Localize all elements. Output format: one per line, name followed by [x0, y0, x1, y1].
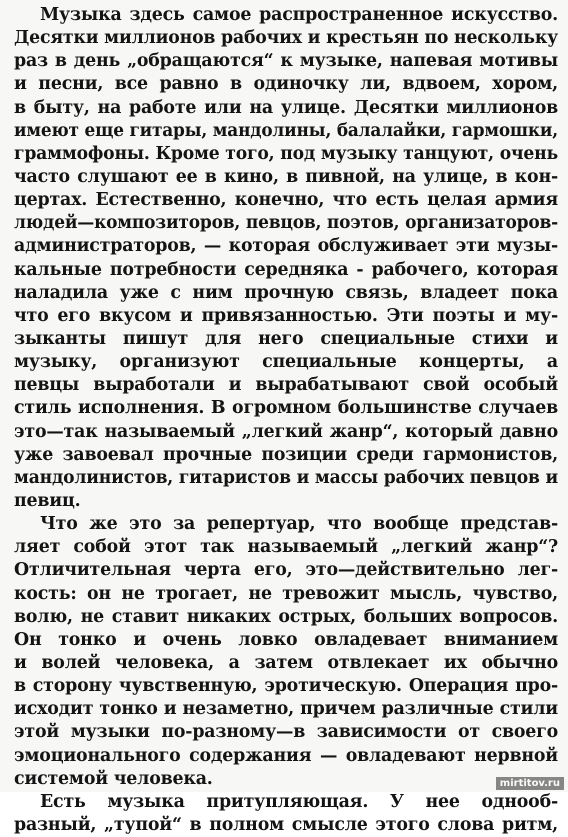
text-line: разный, „тупой“ в полном смысле этого слова ритм,: [14, 814, 558, 835]
text-line: людей—композиторов, певцов, поэтов, организаторов-: [14, 213, 559, 234]
text-line: цертах. Естественно, конечно, что есть целая армия: [14, 190, 558, 211]
text-line: имеют еще гитары, мандолины, балалайки, гармошки,: [14, 120, 558, 141]
text-line: кальные потребности середняка - рабочего, которая: [14, 259, 558, 280]
text-line: исходит тонко и незаметно, причем различные стили: [14, 699, 558, 720]
text-line: раз в день „обращаются“ к музыке, напевая мотивы: [14, 51, 558, 72]
text-line: ляет собой этот так называемый „легкий жанр“?: [14, 537, 558, 558]
text-line: Десятки миллионов рабочих и крестьян по нескольку: [14, 28, 559, 49]
text-line: зыканты пишут для него специальные стихи и: [14, 328, 558, 349]
text-line: граммофоны. Кроме того, под музыку танцуют, очень: [14, 143, 558, 164]
text-line: администраторов, — которая обслуживает эти музы-: [14, 236, 558, 257]
text-line: уже завоевал прочные позиции среди гармонистов,: [14, 444, 558, 465]
text-line: Музыка здесь самое распространенное искусство.: [40, 5, 558, 25]
text-line: Он тонко и очень ловко овладевает вниманием: [14, 629, 558, 650]
text-line: в сторону чувственную, эротическую. Операция про-: [14, 676, 558, 697]
text-line: что его вкусом и привязанностью. Эти поэты и му-: [14, 305, 558, 326]
text-line: волю, не ставит никаких острых, больших вопросов.: [14, 606, 558, 627]
text-line: Что же это за репертуар, что вообще представ-: [40, 514, 558, 535]
text-line: музыку, организуют специальные концерты, а: [14, 352, 558, 373]
text-line: и волей человека, а затем отвлекает их обычно: [14, 652, 558, 673]
text-line: эмоционального содержания — овладевают нервной: [14, 745, 558, 766]
text-line: Отличительная черта его, это—действительно лег-: [14, 560, 558, 581]
text-line: и песни, все равно в одиночку ли, вдвоем, хором,: [14, 74, 558, 95]
text-line: системой человека.: [14, 768, 213, 789]
text-line: часто слушают ее в кино, в пивной, на улице, в кон-: [14, 166, 558, 187]
text-line: певцы выработали и вырабатывают свой особый: [14, 375, 558, 396]
text-line: кость: он не трогает, не тревожит мысль, чувство,: [14, 583, 558, 604]
text-line: мандолинистов, гитаристов и массы рабочих певцов и: [14, 467, 559, 488]
text-line: в быту, на работе или на улице. Десятки миллионов: [14, 97, 558, 118]
text-line: наладила уже с ним прочную связь, владеет пока: [14, 282, 558, 303]
body-text: [14, 4, 558, 837]
text-line: этой музыки по-разному—в зависимости от своего: [14, 722, 558, 743]
watermark-label: mirtitov.ru: [496, 777, 564, 790]
text-line: это—так называемый „легкий жанр“, который давно: [14, 421, 558, 442]
text-line: певиц.: [14, 490, 81, 511]
text-line: стиль исполнения. В огромном большинстве случаев: [14, 398, 558, 419]
text-line: Есть музыка притупляющая. У нее однооб-: [40, 791, 558, 812]
